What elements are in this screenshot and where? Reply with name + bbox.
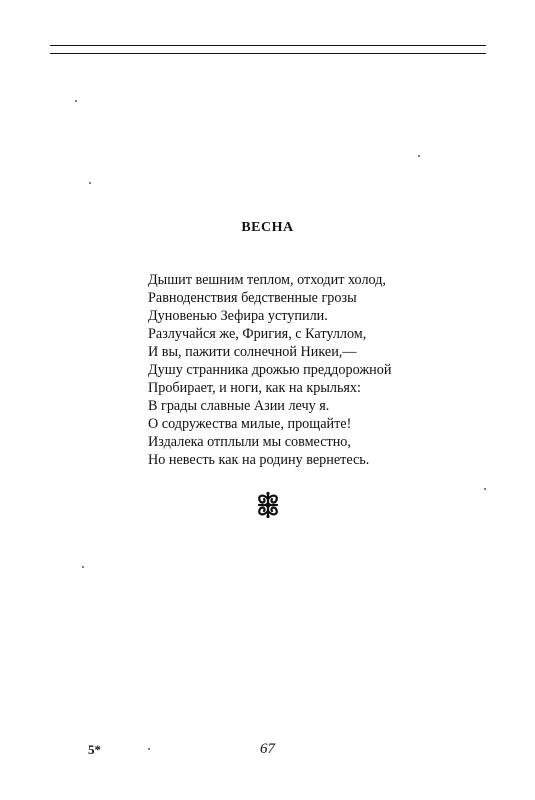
page-number: 67 bbox=[260, 741, 275, 757]
poem-line: Дышит вешним теплом, отходит холод, bbox=[148, 272, 386, 288]
poem-line: Дуновенью Зефира уступили. bbox=[148, 308, 328, 324]
scan-speck bbox=[75, 100, 77, 102]
poem-body bbox=[148, 271, 448, 469]
poem-line: И вы, пажити солнечной Никеи,— bbox=[148, 344, 357, 360]
header-rule-top bbox=[50, 45, 486, 46]
poem-line: О содружества милые, прощайте! bbox=[148, 416, 352, 432]
scan-speck bbox=[418, 155, 420, 157]
signature-mark: 5* bbox=[88, 742, 101, 757]
poem-line: Пробирает, и ноги, как на крыльях: bbox=[148, 380, 361, 396]
scan-speck bbox=[148, 748, 150, 750]
poem-line: Душу странника дрожью преддорожной bbox=[148, 362, 392, 378]
floral-ornament-icon bbox=[253, 490, 283, 520]
poem-line: Разлучайся же, Фригия, с Катуллом, bbox=[148, 326, 367, 342]
poem-title: ВЕСНА bbox=[241, 220, 294, 235]
poem-line: В грады славные Азии лечу я. bbox=[148, 398, 330, 414]
poem-line: Равноденствия бедственные грозы bbox=[148, 290, 357, 306]
poem-line: Издалека отплыли мы совместно, bbox=[148, 434, 351, 450]
poem-line: Но невесть как на родину вернетесь. bbox=[148, 452, 370, 468]
scan-speck bbox=[89, 182, 91, 184]
scan-speck bbox=[82, 566, 84, 568]
header-rule-bottom bbox=[50, 53, 486, 54]
scan-speck bbox=[484, 488, 486, 490]
